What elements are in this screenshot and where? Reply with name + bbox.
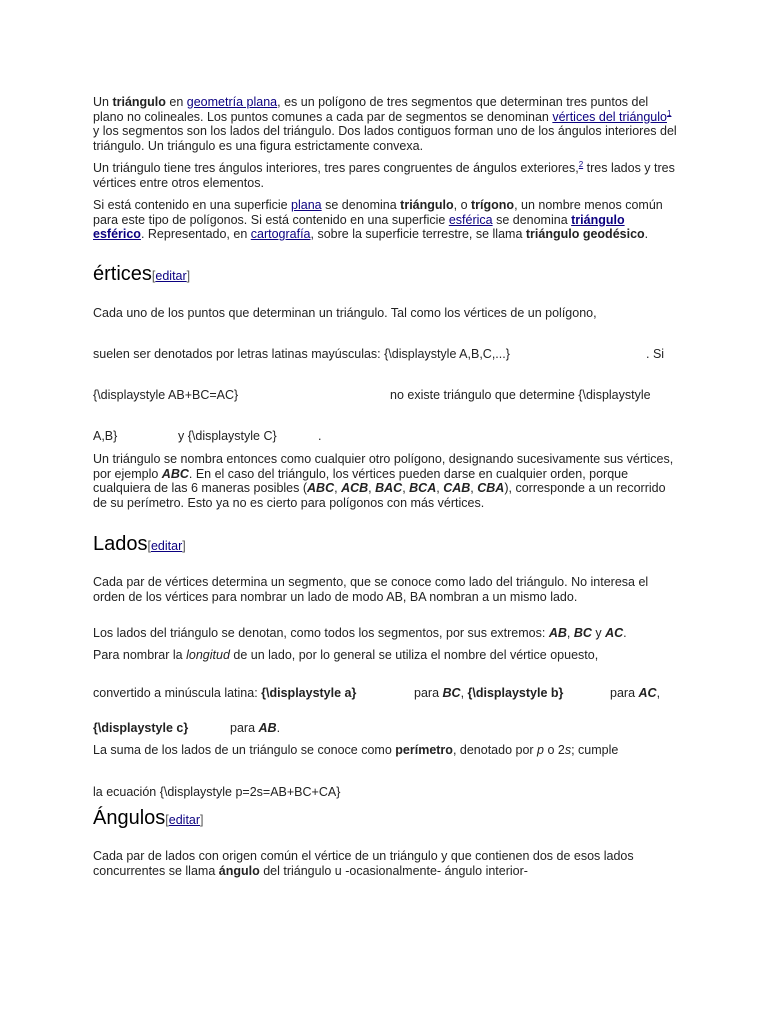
term-perimetro: perímetro [395, 743, 453, 757]
text: se denomina [492, 212, 572, 227]
term-trigono: trígono [471, 198, 515, 212]
text: del triángulo u -ocasionalmente- ángulo interior- [259, 863, 528, 878]
text: para [610, 686, 639, 700]
bracket: [ [165, 813, 169, 827]
vertices-line-2b: . Si [646, 347, 665, 361]
lados-line-4 [93, 686, 356, 701]
text: y los segmentos son los lados del triángulo. Dos lados contiguos forman uno de los ángulos interiores del triángulo. Un triángulo es una figura estrictamente convexa. [93, 124, 677, 153]
text: de un lado, por lo general se utiliza el nombre del vértice opuesto, [229, 648, 599, 662]
vertices-line-1: Cada uno de los puntos que determinan un triángulo. Tal como los vértices de un polígono, [93, 306, 597, 320]
edit-link-vertices[interactable]: editar [155, 269, 187, 283]
reference-2-link[interactable]: 2 [578, 159, 584, 169]
term-triangulo: triángulo [400, 198, 454, 212]
text: para [414, 686, 443, 700]
text: , sobre la superficie terrestre, se llama [310, 227, 526, 242]
link-cartografia[interactable]: cartografía [250, 227, 311, 242]
text: , un nombre menos común para este tipo de polígonos. Si está contenido en una superficie [93, 198, 663, 227]
bracket: [ [151, 269, 156, 283]
separator: , [470, 481, 478, 496]
text: . [623, 626, 627, 640]
lados-line-4-mid [414, 686, 563, 701]
symbol-s: s [564, 743, 572, 757]
link-esferica[interactable]: esférica [448, 212, 493, 227]
text: Un triángulo tiene tres ángulos interiores, tres pares congruentes de ángulos exteriores, [93, 161, 579, 175]
side-name: BC [573, 626, 592, 640]
vertices-line-2a: suelen ser denotados por letras latinas mayúsculas: {\displaystyle A,B,C,...} [93, 347, 510, 361]
side-name: AC [638, 686, 657, 700]
link-geometria-plana[interactable]: geometría plana [186, 95, 278, 109]
vertex-order: CBA [477, 481, 505, 496]
text: , denotado por [452, 743, 538, 757]
text: Cada par de lados con origen común el vértice de un triángulo y que contienen dos de esos lados concurrentes se llama [93, 849, 634, 878]
section-title: értices [93, 263, 152, 285]
separator: , [460, 686, 468, 700]
bracket: ] [200, 813, 204, 827]
text: ), corresponde a un recorrido de su perímetro. Esto ya no es cierto para polígonos con más vértices. [93, 481, 666, 510]
separator: y [591, 626, 606, 640]
vertices-line-4a: A,B} [93, 429, 118, 443]
bracket: ] [182, 539, 186, 553]
term-triangulo: triángulo [112, 95, 166, 109]
intro-paragraph [93, 95, 678, 153]
vertices-line-4c: . [318, 429, 322, 443]
text: para [230, 721, 259, 735]
lados-paragraph-2 [93, 626, 678, 641]
vertex-order: ACB [341, 481, 369, 496]
link-vertices-del-triangulo[interactable]: vértices del triángulo [552, 109, 667, 124]
side-name: AC [605, 626, 624, 640]
lados-paragraph-6 [93, 743, 678, 758]
vertex-order: CAB [443, 481, 471, 496]
lados-line-4-end [610, 686, 660, 701]
link-triangulo-esferico[interactable]: triángulo esférico [93, 212, 625, 242]
bracket: [ [147, 539, 151, 553]
vertex-order: BAC [375, 481, 403, 496]
text: Un triángulo se nombra entonces como cualquier otro polígono, designando sucesivamente sus vértices, por ejemplo [93, 452, 674, 481]
side-name: BC [442, 686, 461, 700]
angulos-paragraph [93, 849, 678, 878]
math-c: {\displaystyle c} [93, 721, 189, 735]
text: La suma de los lados de un triángulo se conoce como [93, 743, 396, 757]
vertex-order: ABC [307, 481, 335, 496]
text: Para nombrar la [93, 648, 187, 662]
term-longitud: longitud [186, 648, 230, 662]
intro-paragraph-3 [93, 198, 678, 242]
symbol-p: p [537, 743, 544, 757]
lados-line-5 [93, 721, 188, 736]
text: o 2 [544, 743, 565, 757]
lados-line-5-end [230, 721, 280, 736]
text: en [165, 95, 187, 109]
text: . En el caso del triángulo, los vértices pueden darse en cualquier orden, porque cualquiera de las 6 maneras posibles ( [93, 466, 629, 496]
lados-line-7: la ecuación {\displaystyle p=2s=AB+BC+CA} [93, 785, 341, 799]
vertex-name: ABC [161, 466, 189, 481]
term-angulo: ángulo [218, 863, 260, 878]
text: , o [453, 198, 472, 212]
intro-paragraph-2 [93, 161, 678, 190]
section-heading-lados [93, 532, 186, 558]
separator: , [334, 481, 342, 496]
lados-paragraph-3 [93, 648, 678, 663]
text: tres lados y tres vértices entre otros elementos. [93, 161, 675, 190]
text: Si está contenido en una superficie [93, 198, 292, 212]
vertices-paragraph [93, 452, 678, 510]
text: . Representado, en [140, 227, 251, 242]
link-plana[interactable]: plana [291, 198, 322, 212]
vertices-line-4b: y {\displaystyle C} [178, 429, 277, 443]
text: . [276, 721, 281, 735]
term-triangulo-geodesico: triángulo geodésico [525, 227, 645, 242]
text: convertido a minúscula latina: [93, 686, 262, 700]
separator: , [566, 626, 574, 640]
edit-link-lados[interactable]: editar [150, 539, 183, 553]
vertex-order: BCA [409, 481, 437, 496]
side-name: AB [548, 626, 567, 640]
edit-link-angulos[interactable]: editar [168, 813, 201, 827]
vertices-line-3a: {\displaystyle AB+BC=AC} [93, 388, 239, 402]
math-a: {\displaystyle a} [261, 686, 357, 700]
side-name: AB [258, 721, 277, 735]
reference-1-link[interactable]: 1 [667, 108, 672, 118]
text: ; cumple [571, 743, 619, 757]
separator: , [368, 481, 376, 496]
math-b: {\displaystyle b} [467, 686, 564, 700]
section-heading-angulos [93, 806, 204, 832]
lados-paragraph-1: Cada par de vértices determina un segmento, que se conoce como lado del triángulo. No interesa el orden de los vértices para nombrar un lado de modo AB, BA nombran a un mismo lado. [93, 575, 649, 604]
section-title: Lados [93, 533, 148, 555]
section-title: Ángulos [93, 807, 166, 829]
section-heading-vertices [93, 262, 190, 288]
text: Un [93, 95, 113, 109]
vertices-line-3b: no existe triángulo que determine {\displaystyle [390, 388, 651, 402]
text: . [644, 227, 649, 242]
separator: , [436, 481, 444, 496]
separator: , [656, 686, 661, 700]
separator: , [402, 481, 410, 496]
text: , es un polígono de tres segmentos que determinan tres puntos del plano no colineales. Los puntos comunes a cada par de segmentos se denominan [93, 95, 649, 124]
text: Los lados del triángulo se denotan, como todos los segmentos, por sus extremos: [93, 626, 549, 640]
bracket: ] [186, 269, 191, 283]
text: se denomina [321, 198, 401, 212]
